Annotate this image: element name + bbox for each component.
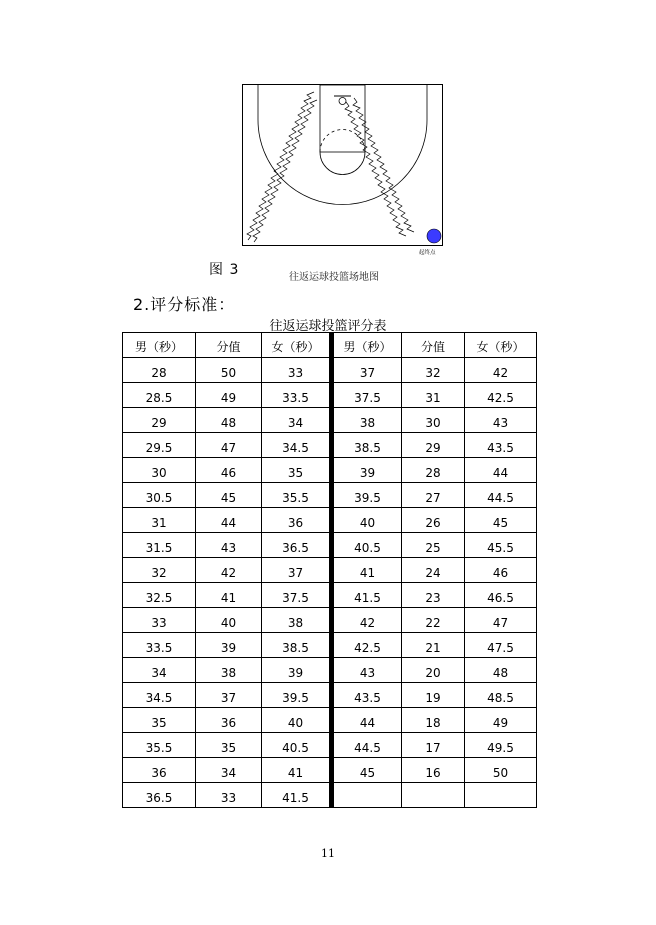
- table-cell: 33: [196, 783, 262, 808]
- table-cell: 44: [465, 458, 537, 483]
- table-cell: 44: [332, 708, 402, 733]
- table-cell: 35: [123, 708, 196, 733]
- dribble-path-left-back: [253, 100, 317, 242]
- free-throw-circle-top: [320, 130, 365, 153]
- table-row: [123, 433, 537, 458]
- table-cell: 38: [262, 608, 332, 633]
- table-cell: 41.5: [262, 783, 332, 808]
- table-row: [123, 458, 537, 483]
- table-row: [123, 633, 537, 658]
- table-body: [123, 358, 537, 808]
- table-cell: 45: [332, 758, 402, 783]
- header-score-1: 分值: [196, 333, 262, 358]
- table-cell: 35.5: [262, 483, 332, 508]
- table-cell: 45: [196, 483, 262, 508]
- table-cell: 19: [402, 683, 465, 708]
- dribble-path-right-back: [353, 98, 414, 232]
- table-cell: 41: [196, 583, 262, 608]
- table-cell: 47: [465, 608, 537, 633]
- table-cell: [332, 783, 402, 808]
- table-cell: 34.5: [262, 433, 332, 458]
- table-cell: 36: [262, 508, 332, 533]
- start-end-label: 起终点: [419, 250, 436, 256]
- table-cell: 38.5: [262, 633, 332, 658]
- header-score-2: 分值: [402, 333, 465, 358]
- table-row: [123, 683, 537, 708]
- table-cell: 40: [332, 508, 402, 533]
- header-male-time-2: 男（秒）: [332, 333, 402, 358]
- table-cell: 43.5: [332, 683, 402, 708]
- dribble-path-left-out: [247, 92, 314, 240]
- table-cell: 42.5: [332, 633, 402, 658]
- table-cell: 42: [196, 558, 262, 583]
- table-cell: 45: [465, 508, 537, 533]
- table-cell: 47.5: [465, 633, 537, 658]
- start-end-ball: [427, 229, 441, 243]
- table-cell: 49: [465, 708, 537, 733]
- table-cell: 31.5: [123, 533, 196, 558]
- table-cell: 43: [196, 533, 262, 558]
- table-cell: 37: [332, 358, 402, 383]
- free-throw-lane: [320, 85, 365, 152]
- table-cell: 30: [123, 458, 196, 483]
- table-cell: 37.5: [262, 583, 332, 608]
- table-cell: 21: [402, 633, 465, 658]
- table-cell: 46: [196, 458, 262, 483]
- table-cell: 50: [465, 758, 537, 783]
- table-cell: 40: [196, 608, 262, 633]
- table-cell: 32: [402, 358, 465, 383]
- table-cell: 33.5: [262, 383, 332, 408]
- table-cell: 28: [123, 358, 196, 383]
- table-cell: 16: [402, 758, 465, 783]
- table-row: [123, 733, 537, 758]
- table-row: [123, 358, 537, 383]
- table-cell: 35: [196, 733, 262, 758]
- table-row: [123, 558, 537, 583]
- table-cell: 29: [402, 433, 465, 458]
- table-cell: 44: [196, 508, 262, 533]
- header-female-time-1: 女（秒）: [262, 333, 332, 358]
- table-cell: 46.5: [465, 583, 537, 608]
- table-row: [123, 708, 537, 733]
- table-cell: 36.5: [262, 533, 332, 558]
- table-cell: 18: [402, 708, 465, 733]
- table-row: [123, 783, 537, 808]
- table-row: [123, 533, 537, 558]
- table-cell: 39: [196, 633, 262, 658]
- dribble-path-right-out: [345, 102, 406, 236]
- table-cell: 17: [402, 733, 465, 758]
- table-cell: 31: [402, 383, 465, 408]
- table-cell: 39: [332, 458, 402, 483]
- table-row: [123, 583, 537, 608]
- table-cell: 35: [262, 458, 332, 483]
- table-cell: 45.5: [465, 533, 537, 558]
- table-cell: 48.5: [465, 683, 537, 708]
- figure-label: 图 3: [209, 262, 240, 278]
- table-row: [123, 508, 537, 533]
- court-boundary: [243, 85, 443, 246]
- section-heading: 2.评分标准：: [133, 295, 236, 314]
- table-cell: 36.5: [123, 783, 196, 808]
- table-row: [123, 483, 537, 508]
- table-cell: 37: [196, 683, 262, 708]
- table-cell: 42: [465, 358, 537, 383]
- table-cell: 30.5: [123, 483, 196, 508]
- free-throw-circle: [320, 152, 365, 175]
- table-cell: 33.5: [123, 633, 196, 658]
- table-cell: 34: [123, 658, 196, 683]
- table-cell: 34: [262, 408, 332, 433]
- table-cell: 28: [402, 458, 465, 483]
- table-cell: 26: [402, 508, 465, 533]
- table-cell: 44.5: [465, 483, 537, 508]
- table-cell: 43: [332, 658, 402, 683]
- table-cell: 38.5: [332, 433, 402, 458]
- table-cell: 50: [196, 358, 262, 383]
- table-cell: 25: [402, 533, 465, 558]
- table-cell: 41.5: [332, 583, 402, 608]
- header-female-time-2: 女（秒）: [465, 333, 537, 358]
- table-cell: 39: [262, 658, 332, 683]
- table-cell: 48: [196, 408, 262, 433]
- table-cell: 40.5: [262, 733, 332, 758]
- figure-caption: 往返运球投篮场地图: [289, 272, 379, 283]
- table-cell: 33: [123, 608, 196, 633]
- table-cell: 22: [402, 608, 465, 633]
- table-cell: 32.5: [123, 583, 196, 608]
- table-cell: 39.5: [332, 483, 402, 508]
- table-cell: 27: [402, 483, 465, 508]
- table-cell: 34.5: [123, 683, 196, 708]
- table-cell: 36: [196, 708, 262, 733]
- table-title: 往返运球投篮评分表: [269, 319, 387, 334]
- table-cell: 29: [123, 408, 196, 433]
- table-row: [123, 408, 537, 433]
- table-cell: 44.5: [332, 733, 402, 758]
- page-number: 11: [321, 847, 335, 860]
- table-cell: 37.5: [332, 383, 402, 408]
- scoring-table: [122, 332, 537, 808]
- table-cell: 20: [402, 658, 465, 683]
- table-cell: 43: [465, 408, 537, 433]
- three-point-arc: [258, 85, 427, 205]
- table-cell: 37: [262, 558, 332, 583]
- table-cell: 46: [465, 558, 537, 583]
- table-cell: 42.5: [465, 383, 537, 408]
- table-cell: 31: [123, 508, 196, 533]
- table-cell: 32: [123, 558, 196, 583]
- court-diagram: [242, 84, 443, 256]
- table-row: [123, 658, 537, 683]
- table-cell: 36: [123, 758, 196, 783]
- table-cell: 48: [465, 658, 537, 683]
- hoop: [339, 98, 346, 105]
- table-cell: 29.5: [123, 433, 196, 458]
- table-cell: 34: [196, 758, 262, 783]
- table-cell: [402, 783, 465, 808]
- table-cell: 49: [196, 383, 262, 408]
- table-cell: 40.5: [332, 533, 402, 558]
- table-cell: 24: [402, 558, 465, 583]
- table-cell: 30: [402, 408, 465, 433]
- table-cell: [465, 783, 537, 808]
- table-row: [123, 383, 537, 408]
- table-cell: 28.5: [123, 383, 196, 408]
- table-row: [123, 758, 537, 783]
- table-cell: 41: [332, 558, 402, 583]
- table-cell: 40: [262, 708, 332, 733]
- table-cell: 47: [196, 433, 262, 458]
- table-row: [123, 608, 537, 633]
- table-cell: 39.5: [262, 683, 332, 708]
- table-cell: 43.5: [465, 433, 537, 458]
- table-cell: 33: [262, 358, 332, 383]
- header-male-time-1: 男（秒）: [123, 333, 196, 358]
- table-cell: 42: [332, 608, 402, 633]
- table-cell: 38: [196, 658, 262, 683]
- table-cell: 49.5: [465, 733, 537, 758]
- table-cell: 38: [332, 408, 402, 433]
- table-cell: 41: [262, 758, 332, 783]
- table-cell: 23: [402, 583, 465, 608]
- table-cell: 35.5: [123, 733, 196, 758]
- table-header-row: [123, 333, 537, 358]
